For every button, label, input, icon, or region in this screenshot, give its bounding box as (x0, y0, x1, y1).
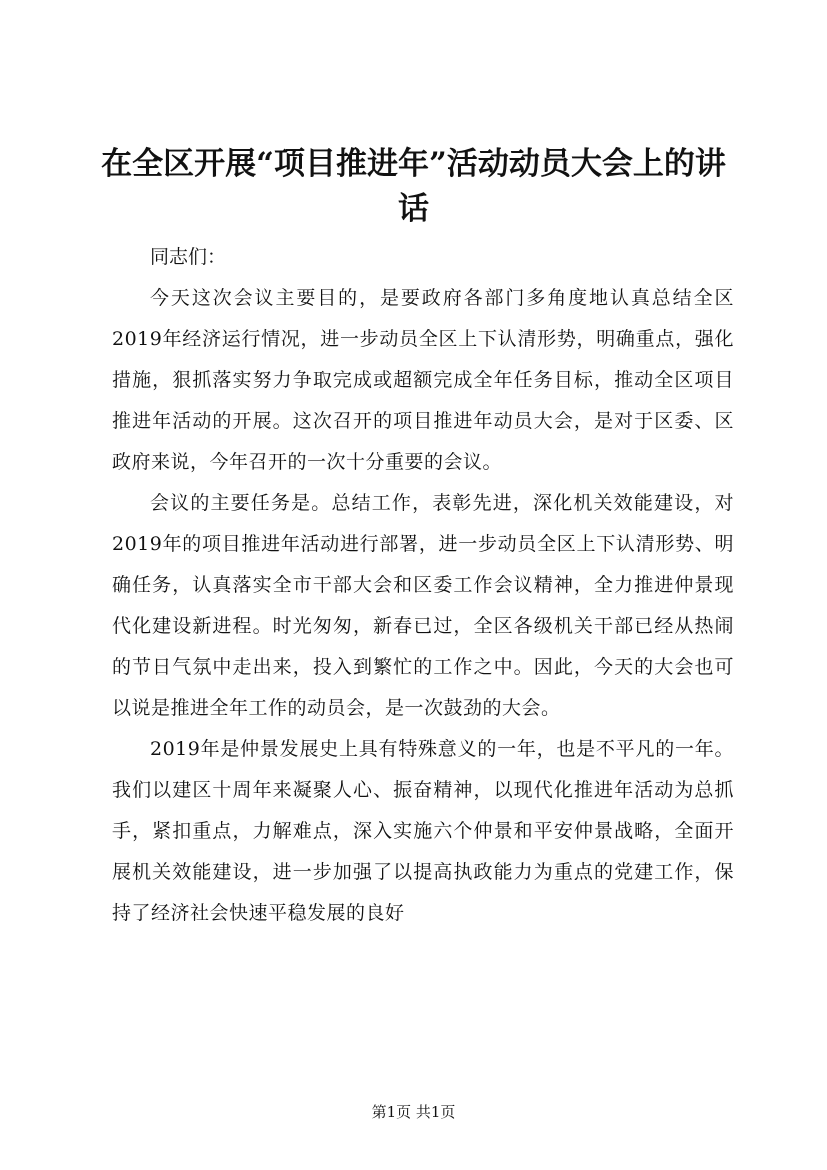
paragraph-2: 会议的主要任务是。总结工作，表彰先进，深化机关效能建设，对2019年的项目推进年活动进行部署，进一步动员全区上下认清形势、明确任务，认真落实全市干部大会和区委工作会议精神，全力推进仲景现代化建设新进程。时光匆匆，新春已过，全区各级机关干部已经从热闹的节日气氛中走出来，投入到繁忙的工作之中。因此，今天的大会也可以说是推进全年工作的动员会，是一次鼓劲的大会。 (112, 492, 734, 719)
paragraph-1: 今天这次会议主要目的，是要政府各部门多角度地认真总结全区2019年经济运行情况，进一步动员全区上下认清形势，明确重点，强化措施，狠抓落实努力争取完成或超额完成全年任务目标，推动全区项目推进年活动的开展。这次召开的项目推进年动员大会，是对于区委、区政府来说，今年召开的一次十分重要的会议。 (112, 287, 734, 473)
document-body (112, 237, 734, 934)
greeting: 同志们： (150, 246, 227, 268)
document-title: 在全区开展“项目推进年”活动动员大会上的讲话 (101, 146, 726, 227)
page-footer: 第1页 共1页 (371, 1103, 456, 1121)
paragraph-3: 2019年是仲景发展史上具有特殊意义的一年，也是不平凡的一年。我们以建区十周年来凝聚人心、振奋精神，以现代化推进年活动为总抓手，紧扣重点，力解难点，深入实施六个仲景和平安仲景战略，全面开展机关效能建设，进一步加强了以提高执政能力为重点的党建工作，保持了经济社会快速平稳发展的良好 (112, 738, 734, 924)
